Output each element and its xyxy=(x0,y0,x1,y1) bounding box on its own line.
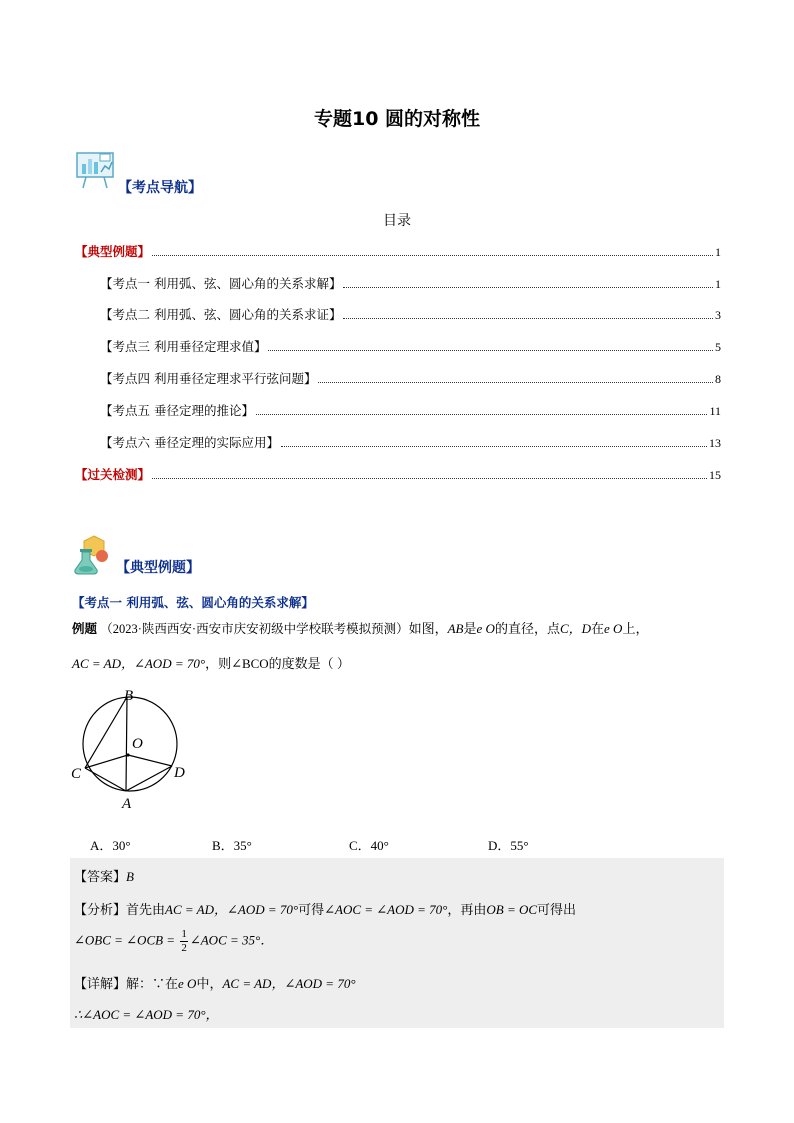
toc-dots xyxy=(343,309,713,319)
math-equation: ∴∠AOC = ∠AOD = 70°， xyxy=(74,1007,219,1022)
math-circle-o: e O xyxy=(604,621,623,636)
detail-line xyxy=(74,973,356,992)
toc-row-typical xyxy=(75,242,721,262)
option-c[interactable] xyxy=(349,835,389,854)
option-value: 35° xyxy=(233,838,252,853)
point-d-label: D xyxy=(174,765,185,781)
analysis-label: 【分析】 xyxy=(74,902,127,917)
toc-label: 【考点五 垂径定理的推论】 xyxy=(100,403,254,418)
math-ob-oc: OB = OC xyxy=(486,902,538,917)
toc-label: 【典型例题】 xyxy=(75,244,151,259)
detail-line2 xyxy=(74,1004,219,1023)
option-value: 40° xyxy=(370,838,389,853)
toc-label: 【过关检测】 xyxy=(75,467,151,482)
point-a-label: A xyxy=(122,796,132,812)
detail-text: 解：∵在 xyxy=(126,976,179,991)
point-c-label: C xyxy=(71,766,82,782)
option-value: 30° xyxy=(112,838,131,853)
analysis-line2 xyxy=(74,928,273,955)
page-title: 专题10 圆的对称性 xyxy=(313,108,481,130)
example-source: （2023·陕西西安·西安市庆安初级中学校联考模拟预测） xyxy=(100,622,409,636)
toc-page: 3 xyxy=(715,308,721,322)
example-text: ，则∠BCO的度数是（ ） xyxy=(205,656,350,671)
toc-entry[interactable] xyxy=(100,369,721,389)
option-value: 55° xyxy=(510,838,529,853)
toc-page: 15 xyxy=(709,468,721,482)
toc-label: 【考点三 利用垂径定理求值】 xyxy=(100,339,267,354)
presentation-board-icon xyxy=(74,150,118,190)
toc-page: 1 xyxy=(715,277,721,291)
kaodian-header: 【考点一 利用弧、弦、圆心角的关系求解】 xyxy=(72,595,314,610)
example-text: 是 xyxy=(463,621,477,636)
toc-page: 8 xyxy=(715,372,721,386)
option-letter: D． xyxy=(488,838,511,853)
toc-label: 【考点二 利用弧、弦、圆心角的关系求证】 xyxy=(100,307,342,322)
toc-entry[interactable] xyxy=(100,305,721,325)
math-equation: ∠AOC = ∠AOD = 70° xyxy=(324,902,448,917)
detail-label: 【详解】 xyxy=(74,976,127,991)
analysis-text: ，再由 xyxy=(447,902,487,917)
fraction-numerator: 1 xyxy=(181,928,187,940)
option-b[interactable] xyxy=(212,835,252,854)
fraction-half xyxy=(180,928,188,955)
math-cd: C，D xyxy=(559,621,592,636)
toc-heading: 目录 xyxy=(383,213,411,229)
example-question xyxy=(72,618,732,640)
option-letter: C． xyxy=(349,838,371,853)
answer-line xyxy=(74,866,134,885)
toc-page: 1 xyxy=(715,245,721,259)
example-question-line2 xyxy=(72,653,350,675)
example-text: 如图， xyxy=(408,621,448,636)
toc-entry[interactable] xyxy=(75,242,721,262)
nav-header: 【考点导航】 xyxy=(118,180,202,196)
toc-dots xyxy=(318,373,713,383)
example-text: 在 xyxy=(591,621,605,636)
analysis-text: 首先由 xyxy=(126,902,166,917)
toc-page: 13 xyxy=(709,436,721,450)
toc-dots xyxy=(256,405,707,415)
answer-value: B xyxy=(126,869,134,884)
flask-icon xyxy=(72,532,116,576)
math-condition: AC = AD，∠AOD = 70° xyxy=(72,656,206,671)
toc-dots xyxy=(281,437,707,447)
analysis-text: 可得出 xyxy=(537,902,577,917)
toc-dots xyxy=(152,469,707,479)
option-a[interactable] xyxy=(90,835,131,854)
math-ab: AB xyxy=(447,621,464,636)
toc-page: 5 xyxy=(715,340,721,354)
toc-label: 【考点四 利用垂径定理求平行弦问题】 xyxy=(100,371,317,386)
option-letter: B． xyxy=(212,838,234,853)
toc-dots xyxy=(152,246,713,256)
math-equation: ∠AOC = 35°． xyxy=(189,932,274,948)
toc-entry[interactable] xyxy=(100,337,721,357)
math-condition: AC = AD，∠AOD = 70° xyxy=(222,976,356,991)
detail-text: 中， xyxy=(196,976,223,991)
toc-label: 【考点一 利用弧、弦、圆心角的关系求解】 xyxy=(100,276,342,291)
analysis-line xyxy=(74,899,576,918)
math-circle-o: e O xyxy=(476,621,495,636)
math-equation: ∠OBC = ∠OCB = xyxy=(74,932,176,948)
toc-entry[interactable] xyxy=(75,465,721,485)
answer-label: 【答案】 xyxy=(74,869,127,884)
toc-page: 11 xyxy=(709,404,721,418)
math-circle-o: e O xyxy=(178,976,197,991)
toc-label: 【考点六 垂径定理的实际应用】 xyxy=(100,435,279,450)
toc-entry[interactable] xyxy=(100,274,721,294)
point-b-label: B xyxy=(124,688,134,704)
toc-entry[interactable] xyxy=(100,401,721,421)
toc-dots xyxy=(343,278,713,288)
example-label: 例题 xyxy=(72,621,98,636)
toc-entry[interactable] xyxy=(100,433,721,453)
math-condition: AC = AD，∠AOD = 70° xyxy=(165,902,299,917)
option-d[interactable] xyxy=(488,835,529,854)
option-letter: A． xyxy=(90,838,113,853)
example-text: 的直径，点 xyxy=(494,621,560,636)
toc-dots xyxy=(268,341,713,351)
fraction-denominator: 2 xyxy=(181,942,187,954)
analysis-text: 可得 xyxy=(298,902,325,917)
section-header: 【典型例题】 xyxy=(116,560,200,576)
point-o-label: O xyxy=(132,736,143,752)
example-text: 上， xyxy=(622,621,649,636)
